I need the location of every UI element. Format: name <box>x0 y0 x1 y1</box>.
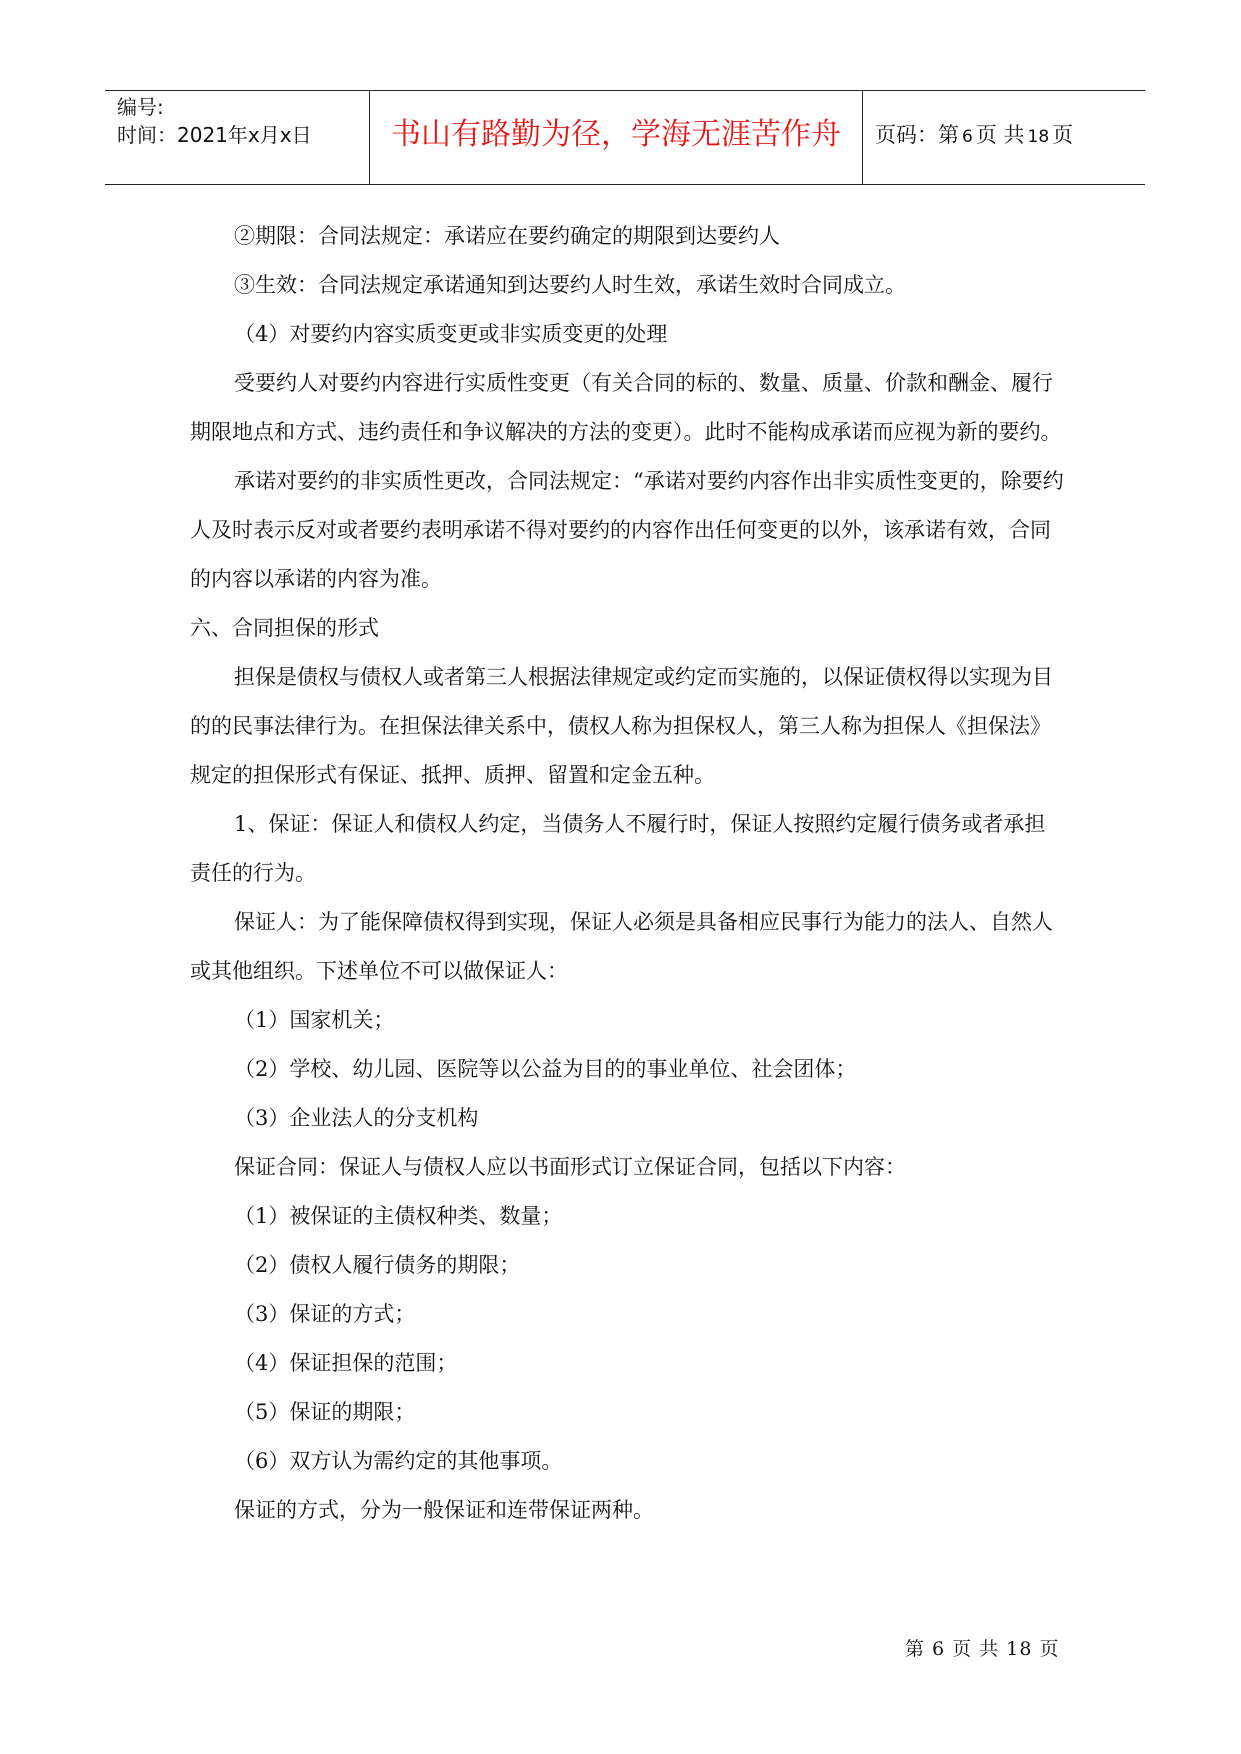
list-item: （2）债权人履行债务的期限； <box>234 1253 521 1277</box>
page-footer: 第 6 页 共 18 页 <box>905 1638 1060 1660</box>
list-item: （1）国家机关； <box>234 1008 395 1032</box>
list-item: （1）被保证的主债权种类、数量； <box>234 1204 563 1228</box>
page-header <box>105 90 1145 185</box>
paragraph: 保证合同：保证人与债权人应以书面形式订立保证合同，包括以下内容： <box>234 1155 906 1179</box>
document-time-label: 时间：2021年x月x日 <box>117 123 312 147</box>
list-item: （3）保证的方式； <box>234 1302 416 1326</box>
header-meta <box>117 93 367 149</box>
header-divider-left <box>369 91 370 184</box>
paragraph: 保证人：为了能保障债权得到实现，保证人必须是具备相应民事行为能力的法人、自然人或其他组织。下述单位不可以做保证人： <box>190 910 1053 983</box>
header-divider-right <box>862 91 863 184</box>
page-total: 18 <box>1027 127 1050 147</box>
section-heading: 六、合同担保的形式 <box>190 616 379 640</box>
paragraph: （4）对要约内容实质变更或非实质变更的处理 <box>234 322 668 346</box>
header-page-indicator <box>875 121 1073 151</box>
paragraph: 1、保证：保证人和债权人约定，当债务人不履行时，保证人按照约定履行债务或者承担责任的行为。 <box>190 812 1046 885</box>
list-item: （4）保证担保的范围； <box>234 1351 458 1375</box>
list-item: （2）学校、幼儿园、医院等以公益为目的的事业单位、社会团体； <box>234 1057 857 1081</box>
paragraph: 受要约人对要约内容进行实质性变更（有关合同的标的、数量、质量、价款和酬金、履行期限地点和方式、违约责任和争议解决的方法的变更）。此时不能构成承诺而应视为新的要约。 <box>190 371 1062 444</box>
page-mid: 页 共 <box>975 123 1025 147</box>
paragraph: ③生效：合同法规定承诺通知到达要约人时生效，承诺生效时合同成立。 <box>234 273 906 297</box>
paragraph: 承诺对要约的非实质性更改，合同法规定：“承诺对要约内容作出非实质性变更的，除要约人及时表示反对或者要约表明承诺不得对要约的内容作出任何变更的以外，该承诺有效，合同的内容以承诺的内容为准。 <box>190 469 1064 591</box>
page-suffix: 页 <box>1052 123 1074 147</box>
document-body <box>190 212 1065 1535</box>
list-item: （6）双方认为需约定的其他事项。 <box>234 1449 563 1473</box>
list-item: （5）保证的期限； <box>234 1400 416 1424</box>
page-prefix: 页码：第 <box>875 123 959 147</box>
page-current: 6 <box>962 127 973 147</box>
paragraph: 担保是债权与债权人或者第三人根据法律规定或约定而实施的，以保证债权得以实现为目的的民事法律行为。在担保法律关系中，债权人称为担保权人，第三人称为担保人《担保法》规定的担保形式有保证、抵押、质押、留置和定金五种。 <box>190 665 1053 787</box>
paragraph: ②期限：合同法规定：承诺应在要约确定的期限到达要约人 <box>234 224 780 248</box>
list-item: （3）企业法人的分支机构 <box>234 1106 479 1130</box>
document-number-label: 编号: <box>117 95 164 119</box>
paragraph: 保证的方式，分为一般保证和连带保证两种。 <box>234 1498 654 1522</box>
header-motto: 书山有路勤为径，学海无涯苦作舟 <box>391 117 841 152</box>
